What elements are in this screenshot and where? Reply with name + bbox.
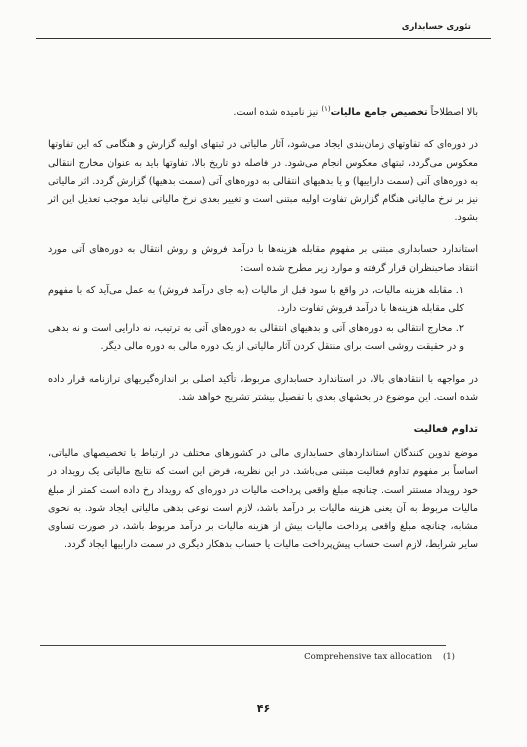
paragraph-3: استاندارد حسابداری مبتنی بر مفهوم مقابله هزینه‌ها با درآمد فروش و روش انتقال به دوره‌های آتی مورد انتقاد صاحبنظران قرار گرفته و موارد زیر مطرح شده است: (48, 244, 478, 274)
section-heading: تداوم فعالیت (413, 424, 478, 436)
paragraph-4: در مواجهه با انتقادهای بالا، در استاندارد حسابداری مربوط، تأکید اصلی بر اندازه‌گیریهای ترازنامه قرار داده شده است. این موضوع در بخشهای بعدی با تفصیل بیشتر تشریح خواهد شد. (48, 373, 478, 403)
paragraph-1-suffix: نیز نامیده شده است. (233, 107, 319, 119)
paragraph-1-prefix: بالا اصطلاحاً (430, 107, 478, 119)
paragraph-2: در دوره‌ای که تفاوتهای زمان‌بندی ایجاد می‌شود، آثار مالیاتی در ثبتهای اولیه گزارش و هنگامی که این تفاوتها معکوس می‌گردد، ثبتهای معکوس انجام می‌شود. در فاصله دو تاریخ بالا، تفاوتها باید به عنوان مخارج انتقالی به دوره‌های آتی (سمت داراییها) و یا بدهیهای انتقالی به دوره‌های آتی (سمت بدهیها) گزارش گردد. اثر مالیاتی نیز بر نرخ مالیاتی هنگام گزارش تفاوت اولیه مبتنی است و تغییر بعدی نرخ مالیاتی نباید موجب تعدیل این اثر بشود. (48, 139, 478, 224)
page-number: ۴۶ (256, 702, 271, 715)
list-item: ۱. مقابله هزینه مالیات، در واقع با سود قبل از مالیات (به جای درآمد فروش) به عمل می‌آید که با مفهوم کلی مقابله هزینه‌ها با درآمد فروش تفاوت دارد. (48, 284, 464, 315)
footnote (304, 652, 455, 662)
footnote-marker: (۱) (321, 105, 331, 113)
footnote-number: (1) (442, 652, 455, 662)
paragraph-5: موضع تدوین کنندگان استانداردهای حسابداری مالی در کشورهای مختلف در ارتباط با تخصیصهای مالیاتی، اساساً بر مفهوم تداوم فعالیت مبتنی می‌باشد. در این نظریه، فرض این است که نتایج مالیاتی یک رویداد در خود رویداد مستتر است. چنانچه مبلغ واقعی پرداخت مالیات در دوره‌ای که رویداد رخ داده است کمتر از مبلغ مالیات مربوط به آن یعنی هزینه مالیات بر درآمد باشد، لازم است نوعی بدهی مالیاتی ایجاد شود. به نحوی مشابه، چنانچه مبلغ واقعی پرداخت مالیات بیش از هزینه مالیات بر درآمد مربوط باشد، در صورت تساوی سایر شرایط، لازم است حساب پیش‌پرداخت مالیات یا حساب بدهکار دیگری در سمت داراییها ایجاد گردد. (48, 448, 478, 551)
main-text (48, 100, 478, 568)
term-comprehensive-tax-allocation: تخصیص جامع مالیات (330, 107, 428, 119)
criticism-list (48, 282, 478, 357)
running-title: تئوری حسابداری (401, 22, 471, 32)
footnote-rule (40, 645, 446, 646)
footnote-text: Comprehensive tax allocation (304, 652, 433, 662)
header-rule (36, 38, 491, 39)
list-item: ۲. مخارج انتقالی به دوره‌های آتی و بدهیهای انتقالی به دوره‌های آتی به ترتیب، نه دارایی است و نه بدهی و در حقیقت روشی است برای منتقل کردن آثار مالیاتی از یک دوره مالی به دوره مالی دیگر. (48, 323, 464, 353)
paragraph-1 (48, 100, 478, 122)
